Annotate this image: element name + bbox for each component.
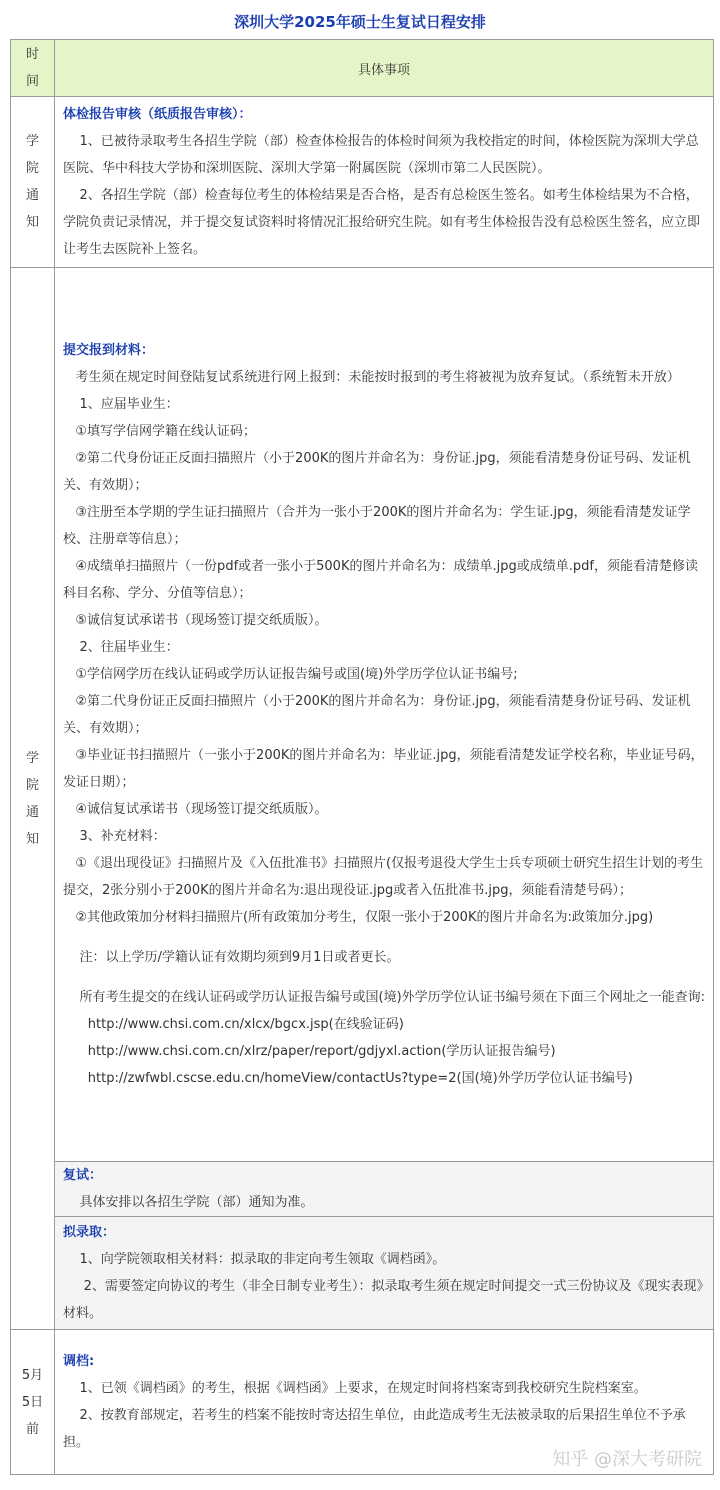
paragraph: 1、已领《调档函》的考生，根据《调档函》上要求，在规定时间将档案寄到我校研究生院档案室。 xyxy=(63,1381,647,1396)
time-char: 知 xyxy=(26,831,40,847)
content-cell xyxy=(55,268,714,1162)
paragraph: ②第二代身份证正反面扫描照片（小于200K的图片并命名为：身份证.jpg，须能看清楚身份证号码、发证机关、有效期）； xyxy=(63,451,691,493)
time-part: 5月 xyxy=(21,1367,44,1383)
schedule-row-physical-exam xyxy=(11,97,714,268)
verification-url: http://www.chsi.com.cn/xlrz/paper/report/gdjyxl.action(学历认证报告编号) xyxy=(63,1044,556,1059)
paragraph: 1、应届毕业生： xyxy=(63,397,179,412)
time-header-label: 时间 xyxy=(26,47,40,89)
content-cell xyxy=(55,1162,714,1217)
time-label xyxy=(12,1362,53,1443)
paragraph: ②其他政策加分材料扫描照片(所有政策加分考生，仅限一张小于200K的图片并命名为:政策加分.jpg) xyxy=(63,910,654,925)
paragraph: 考生须在规定时间登陆复试系统进行网上报到：未能按时报到的考生将被视为放弃复试。（系统暂未开放） xyxy=(63,370,680,385)
paragraph: 1、向学院领取相关材料：拟录取的非定向考生领取《调档函》。 xyxy=(63,1252,446,1267)
time-label xyxy=(26,128,39,236)
note-text: 注：以上学历/学籍认证有效期均须到9月1日或者更长。 xyxy=(63,950,400,965)
time-cell xyxy=(11,1330,55,1475)
content-column-header: 具体事项 xyxy=(55,40,714,97)
schedule-row-admission xyxy=(11,1217,714,1330)
section-title-retest: 复试： xyxy=(63,1168,103,1183)
time-char: 通 xyxy=(26,804,40,820)
spacer xyxy=(63,931,709,944)
time-char: 院 xyxy=(26,777,40,793)
section-title-file-transfer: 调档: xyxy=(63,1354,95,1369)
paragraph: 2、各招生学院（部）检查每位考生的体检结果是否合格，是否有总检医生签名。如考生体检结果为不合格，学院负责记录情况，并于提交复试资料时将情况汇报给研究生院。如有考生体检报告没有总检医生签名，应立即让考生去医院补上签名。 xyxy=(63,188,701,257)
table-header-row xyxy=(11,40,714,97)
paragraph: 2、按教育部规定，若考生的档案不能按时寄达招生单位，由此造成考生无法被录取的后果招生单位不予承担。 xyxy=(63,1408,686,1450)
paragraph: ④诚信复试承诺书（现场签订提交纸质版）。 xyxy=(63,802,328,817)
time-char: 院 xyxy=(26,161,40,176)
paragraph: 2、需要签定向协议的考生（非全日制专业考生）：拟录取考生须在规定时间提交一式三份协议及《现实表现》材料。 xyxy=(63,1279,703,1321)
time-part: 前 xyxy=(25,1421,39,1437)
paragraph: ③毕业证书扫描照片（一张小于200K的图片并命名为：毕业证.jpg，须能看清楚发证学校名称，毕业证号码，发证日期）； xyxy=(63,748,704,790)
schedule-table xyxy=(10,39,714,1475)
time-cell xyxy=(11,97,55,268)
schedule-row-retest xyxy=(11,1162,714,1217)
section-title-physical-exam: 体检报告审核（纸质报告审核）： xyxy=(63,107,252,122)
time-char: 学 xyxy=(26,134,40,149)
section-title-admission: 拟录取： xyxy=(63,1225,116,1240)
paragraph: 2、往届毕业生： xyxy=(63,640,179,655)
query-intro-text: 所有考生提交的在线认证码或学历认证报告编号或国(境)外学历学位认证书编号须在下面三个网址之一能查询: xyxy=(63,990,706,1005)
section-title-registration: 提交报到材料： xyxy=(63,343,155,358)
paragraph: ①《退出现役证》扫描照片及《入伍批准书》扫描照片(仅报考退役大学生士兵专项硕士研究生招生计划的考生提交，2张分别小于200K的图片并命名为:退出现役证.jpg或者入伍批准书.jpg，须能看清楚号码）； xyxy=(63,856,704,898)
time-column-header xyxy=(11,40,55,97)
paragraph: ①填写学信网学籍在线认证码； xyxy=(63,424,257,439)
paragraph: ①学信网学历在线认证码或学历认证报告编号或国(境)外学历学位认证书编号; xyxy=(63,667,518,682)
time-part: 5日 xyxy=(21,1394,44,1410)
time-char: 知 xyxy=(26,215,40,230)
content-cell xyxy=(55,1217,714,1330)
paragraph: ③注册至本学期的学生证扫描照片（合并为一张小于200K的图片并命名为：学生证.jpg，须能看清楚发证学校、注册章等信息）； xyxy=(63,505,691,547)
verification-url: http://zwfwbl.cscse.edu.cn/homeView/contactUs?type=2(国(境)外学历学位认证书编号) xyxy=(63,1071,633,1086)
paragraph: 具体安排以各招生学院（部）通知为准。 xyxy=(63,1195,314,1210)
time-cell xyxy=(11,268,55,1330)
paragraph: 1、已被待录取考生各招生学院（部）检查体检报告的体检时间须为我校指定的时间，体检医院为深圳大学总医院、华中科技大学协和深圳医院、深圳大学第一附属医院（深圳市第二人民医院）。 xyxy=(63,134,699,176)
paragraph: ⑤诚信复试承诺书（现场签订提交纸质版）。 xyxy=(63,613,328,628)
paragraph: ②第二代身份证正反面扫描照片（小于200K的图片并命名为：身份证.jpg，须能看清楚身份证号码、发证机关、有效期）； xyxy=(63,694,691,736)
schedule-row-registration xyxy=(11,268,714,1162)
verification-url: http://www.chsi.com.cn/xlcx/bgcx.jsp(在线验证码) xyxy=(63,1017,404,1032)
page-title: 深圳大学2025年硕士生复试日程安排 xyxy=(234,13,486,31)
time-char: 通 xyxy=(26,188,40,203)
watermark: 知乎 @深大考研院 xyxy=(552,1449,702,1470)
spacer xyxy=(63,971,709,984)
content-cell xyxy=(55,97,714,268)
paragraph: 3、补充材料： xyxy=(63,829,166,844)
time-label xyxy=(26,745,39,853)
paragraph: ④成绩单扫描照片（一份pdf或者一张小于500K的图片并命名为：成绩单.jpg或成绩单.pdf，须能看清楚修读科目名称、学分、分值等信息）； xyxy=(63,559,698,601)
time-char: 学 xyxy=(26,750,40,766)
